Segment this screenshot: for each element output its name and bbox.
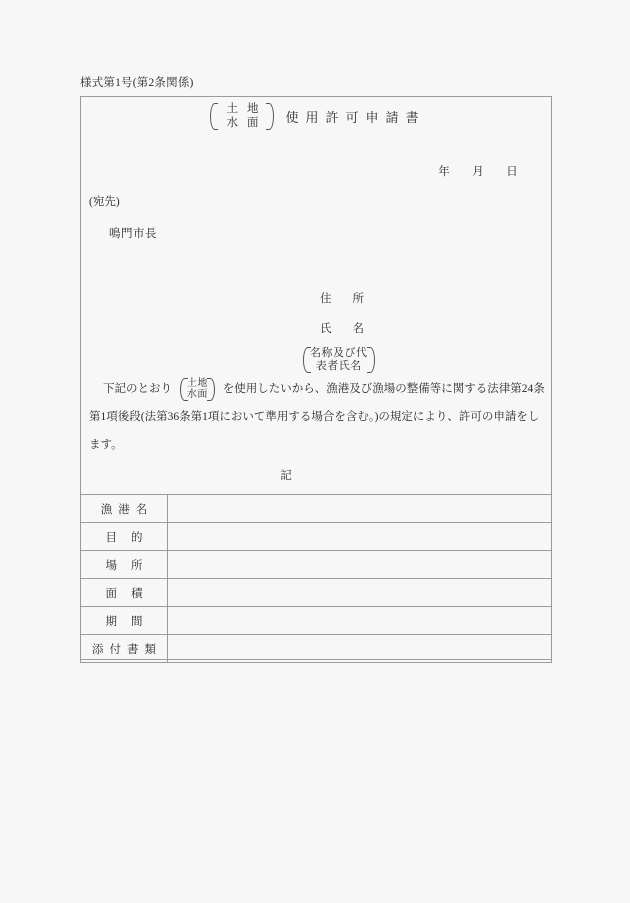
title-bracket-top-label: 土地: [226, 103, 268, 115]
table-row-label: 面積: [105, 587, 157, 600]
body-line-1: [89, 375, 545, 403]
applicant-block: [299, 283, 385, 373]
body-line1-suffix: を使用したいから、漁港及び漁場の整備等に関する法律第24条: [222, 383, 545, 395]
corporate-name-line2: 表者氏名: [315, 359, 362, 372]
table-row-label: 場所: [105, 559, 157, 572]
table-row-value-cell[interactable]: [168, 523, 552, 551]
table-row: [81, 551, 552, 579]
application-form-frame: [80, 96, 552, 660]
applicant-name-label: 氏名: [320, 323, 385, 335]
addressee-label: (宛先): [89, 196, 120, 208]
application-details-table: [80, 494, 552, 663]
table-row: [81, 635, 552, 663]
table-row-value-cell[interactable]: [168, 607, 552, 635]
table-row: [81, 495, 552, 523]
table-row-label: 目的: [105, 531, 157, 544]
addressee-name: 鳴門市長: [109, 228, 157, 240]
body-paragraph: [89, 375, 545, 459]
title-land-water-bracket: [210, 103, 274, 130]
corporate-name-bracket: [303, 347, 375, 373]
table-row: [81, 579, 552, 607]
table-row-value-cell[interactable]: [168, 495, 552, 523]
table-row-label-cell: [81, 495, 168, 523]
date-day-label: 日: [506, 166, 518, 178]
ki-marker: 記: [280, 470, 292, 482]
date-month-label: 月: [472, 166, 484, 178]
table-row: [81, 523, 552, 551]
body-bracket-bottom-label: 水面: [186, 389, 208, 401]
table-row-value-cell[interactable]: [168, 579, 552, 607]
corporate-name-line1: 名称及び代: [310, 347, 368, 359]
table-row-value-cell[interactable]: [168, 635, 552, 663]
table-row-label-cell: [81, 551, 168, 579]
body-bracket-top-label: 土地: [186, 377, 208, 389]
applicant-corporate-row: [299, 347, 385, 373]
table-row-label: 期間: [105, 615, 157, 628]
applicant-name-row: [299, 313, 385, 343]
table-row-label-cell: [81, 635, 168, 663]
date-year-label: 年: [438, 166, 450, 178]
applicant-address-label: 住所: [320, 293, 385, 305]
date-line: [427, 163, 529, 179]
table-row-label-cell: [81, 523, 168, 551]
table-row-value-cell[interactable]: [168, 551, 552, 579]
table-body: [81, 495, 552, 663]
body-line-2: 第1項後段(法第36条第1項において準用する場合を含む。)の規定により、許可の申請をし: [89, 411, 540, 423]
form-number: 様式第1号(第2条関係): [80, 77, 194, 89]
applicant-address-row: [299, 283, 385, 313]
table-row: [81, 607, 552, 635]
table-row-label: 添付書類: [92, 643, 162, 656]
form-title-text: 使用許可申請書: [285, 110, 426, 126]
table-row-label-cell: [81, 579, 168, 607]
table-row-label-cell: [81, 607, 168, 635]
table-row-label: 漁港名: [100, 503, 154, 516]
body-line1-prefix: 下記のとおり: [103, 383, 172, 395]
form-title: [81, 103, 551, 130]
body-land-water-bracket: [180, 378, 215, 402]
title-bracket-bottom-label: 水面: [226, 116, 268, 129]
body-line-3: ます。: [89, 439, 123, 451]
